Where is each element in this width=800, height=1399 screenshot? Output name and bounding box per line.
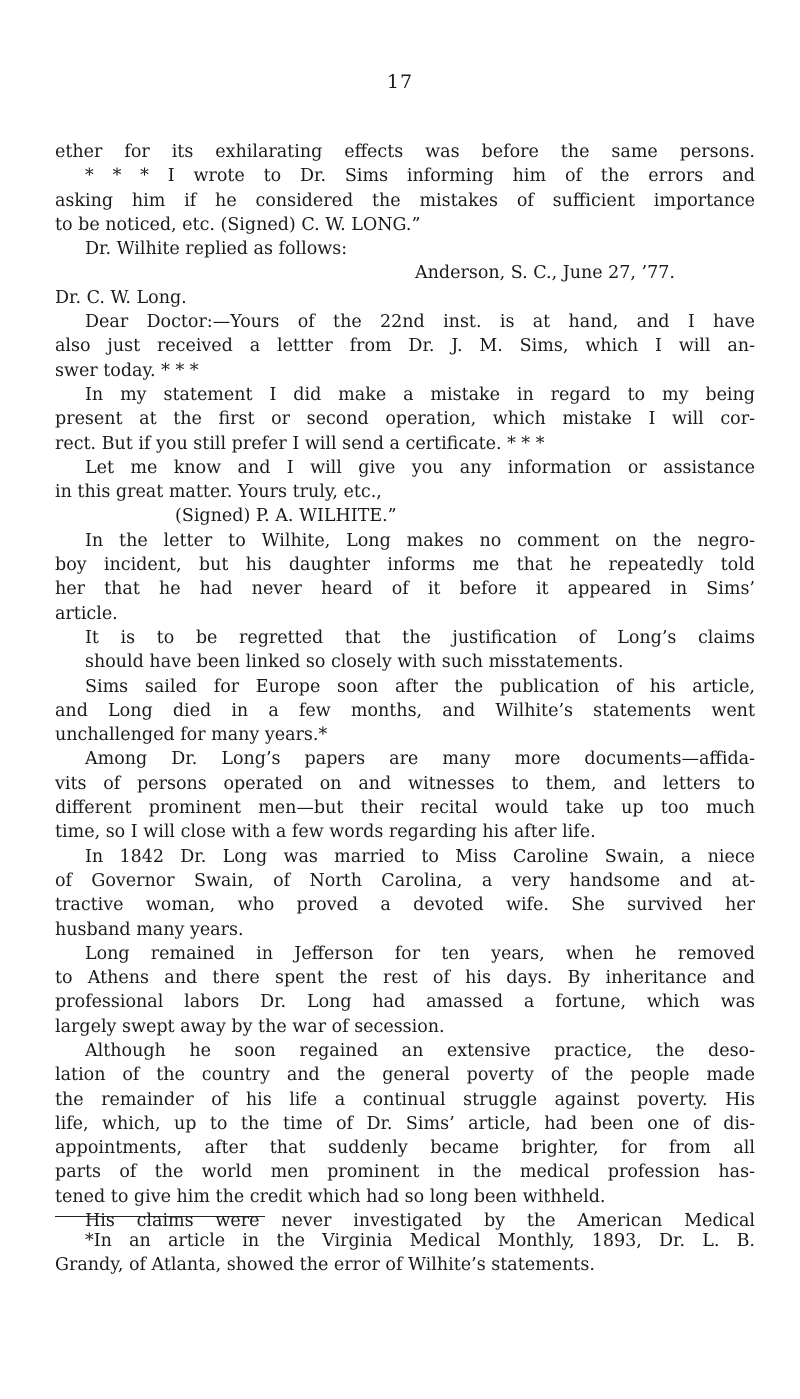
text-line: swer today. * * * — [55, 360, 199, 381]
text-line: In my statement I did make a mistake in regard to my being — [85, 384, 755, 405]
text-line: different prominent men—but their recital would take up too much — [55, 798, 755, 819]
text-line: Dr. C. W. Long. — [55, 287, 187, 308]
text-line: ether for its exhilarating effects was before the same persons. — [55, 142, 755, 162]
text-line: His claims were never investigated by the American Medical — [85, 1211, 755, 1232]
text-line: Let me know and I will give you any information or assistance — [85, 457, 755, 478]
text-line: Anderson, S. C., June 27, ’77. — [415, 263, 675, 284]
text-line: professional labors Dr. Long had amassed a fortune, which was — [55, 992, 755, 1013]
text-line: Although he soon regained an extensive practice, the deso- — [85, 1040, 755, 1061]
text-line: lation of the country and the general poverty of the people made — [55, 1065, 755, 1086]
text-line: her that he had never heard of it before it appeared in Sims’ — [55, 579, 755, 600]
text-line: boy incident, but his daughter informs me that he repeatedly told — [55, 555, 755, 576]
text-line: of Governor Swain, of North Carolina, a very handsome and at- — [55, 870, 755, 891]
page-number: 17 — [386, 71, 414, 93]
footnote — [55, 1229, 755, 1278]
text-line: to be noticed, etc. (Signed) C. W. LONG.” — [55, 214, 421, 235]
text-line: should have been linked so closely with such misstatements. — [85, 652, 624, 673]
text-line: tractive woman, who proved a devoted wife. She survived her — [55, 895, 755, 916]
text-line: also just received a lettter from Dr. J. M. Sims, which I will an- — [55, 336, 755, 357]
text-line: present at the first or second operation, which mistake I will cor- — [55, 409, 755, 430]
text-line: life, which, up to the time of Dr. Sims’ article, had been one of dis- — [55, 1113, 755, 1134]
text-line: article. — [55, 603, 118, 624]
text-line: Dear Doctor:—Yours of the 22nd inst. is at hand, and I have — [85, 312, 755, 333]
text-line: appointments, after that suddenly became brighter, for from all — [55, 1138, 755, 1159]
text-line: In the letter to Wilhite, Long makes no comment on the negro- — [85, 530, 755, 551]
text-line: time, so I will close with a few words regarding his after life. — [55, 822, 596, 843]
footnote-line: *In an article in the Virginia Medical Monthly, 1893, Dr. L. B. — [85, 1231, 755, 1251]
text-line: largely swept away by the war of secession. — [55, 1016, 445, 1037]
text-line: (Signed) P. A. WILHITE.” — [175, 506, 397, 527]
text-line: parts of the world men prominent in the medical profession has- — [55, 1162, 755, 1183]
text-line: Sims sailed for Europe soon after the publication of his article, — [85, 676, 755, 697]
text-line: * * * I wrote to Dr. Sims informing him of the errors and — [85, 166, 755, 187]
text-line: Dr. Wilhite replied as follows: — [85, 239, 348, 260]
text-line: tened to give him the credit which had so long been withheld. — [55, 1186, 606, 1207]
text-line: rect. But if you still prefer I will send a certificate. * * * — [55, 433, 545, 454]
text-line: in this great matter. Yours truly, etc., — [55, 482, 382, 503]
body-text — [55, 140, 755, 1233]
text-line: asking him if he considered the mistakes of sufficient importance — [55, 190, 755, 211]
text-line: the remainder of his life a continual struggle against poverty. His — [55, 1089, 755, 1110]
text-line: and Long died in a few months, and Wilhite’s statements went — [55, 700, 755, 721]
text-line: to Athens and there spent the rest of his days. By inheritance and — [55, 968, 755, 989]
text-line: Long remained in Jefferson for ten years, when he removed — [85, 943, 755, 964]
text-line: Among Dr. Long’s papers are many more documents—affida- — [85, 749, 755, 770]
footnote-line: Grandy, of Atlanta, showed the error of Wilhite’s statements. — [55, 1255, 595, 1276]
text-line: In 1842 Dr. Long was married to Miss Caroline Swain, a niece — [85, 846, 755, 867]
text-line: It is to be regretted that the justification of Long’s claims — [85, 627, 755, 648]
text-line: unchallenged for many years.* — [55, 725, 328, 746]
text-line: husband many years. — [55, 919, 244, 940]
text-line: vits of persons operated on and witnesses to them, and letters to — [55, 773, 755, 794]
footnote-divider — [55, 1216, 265, 1217]
